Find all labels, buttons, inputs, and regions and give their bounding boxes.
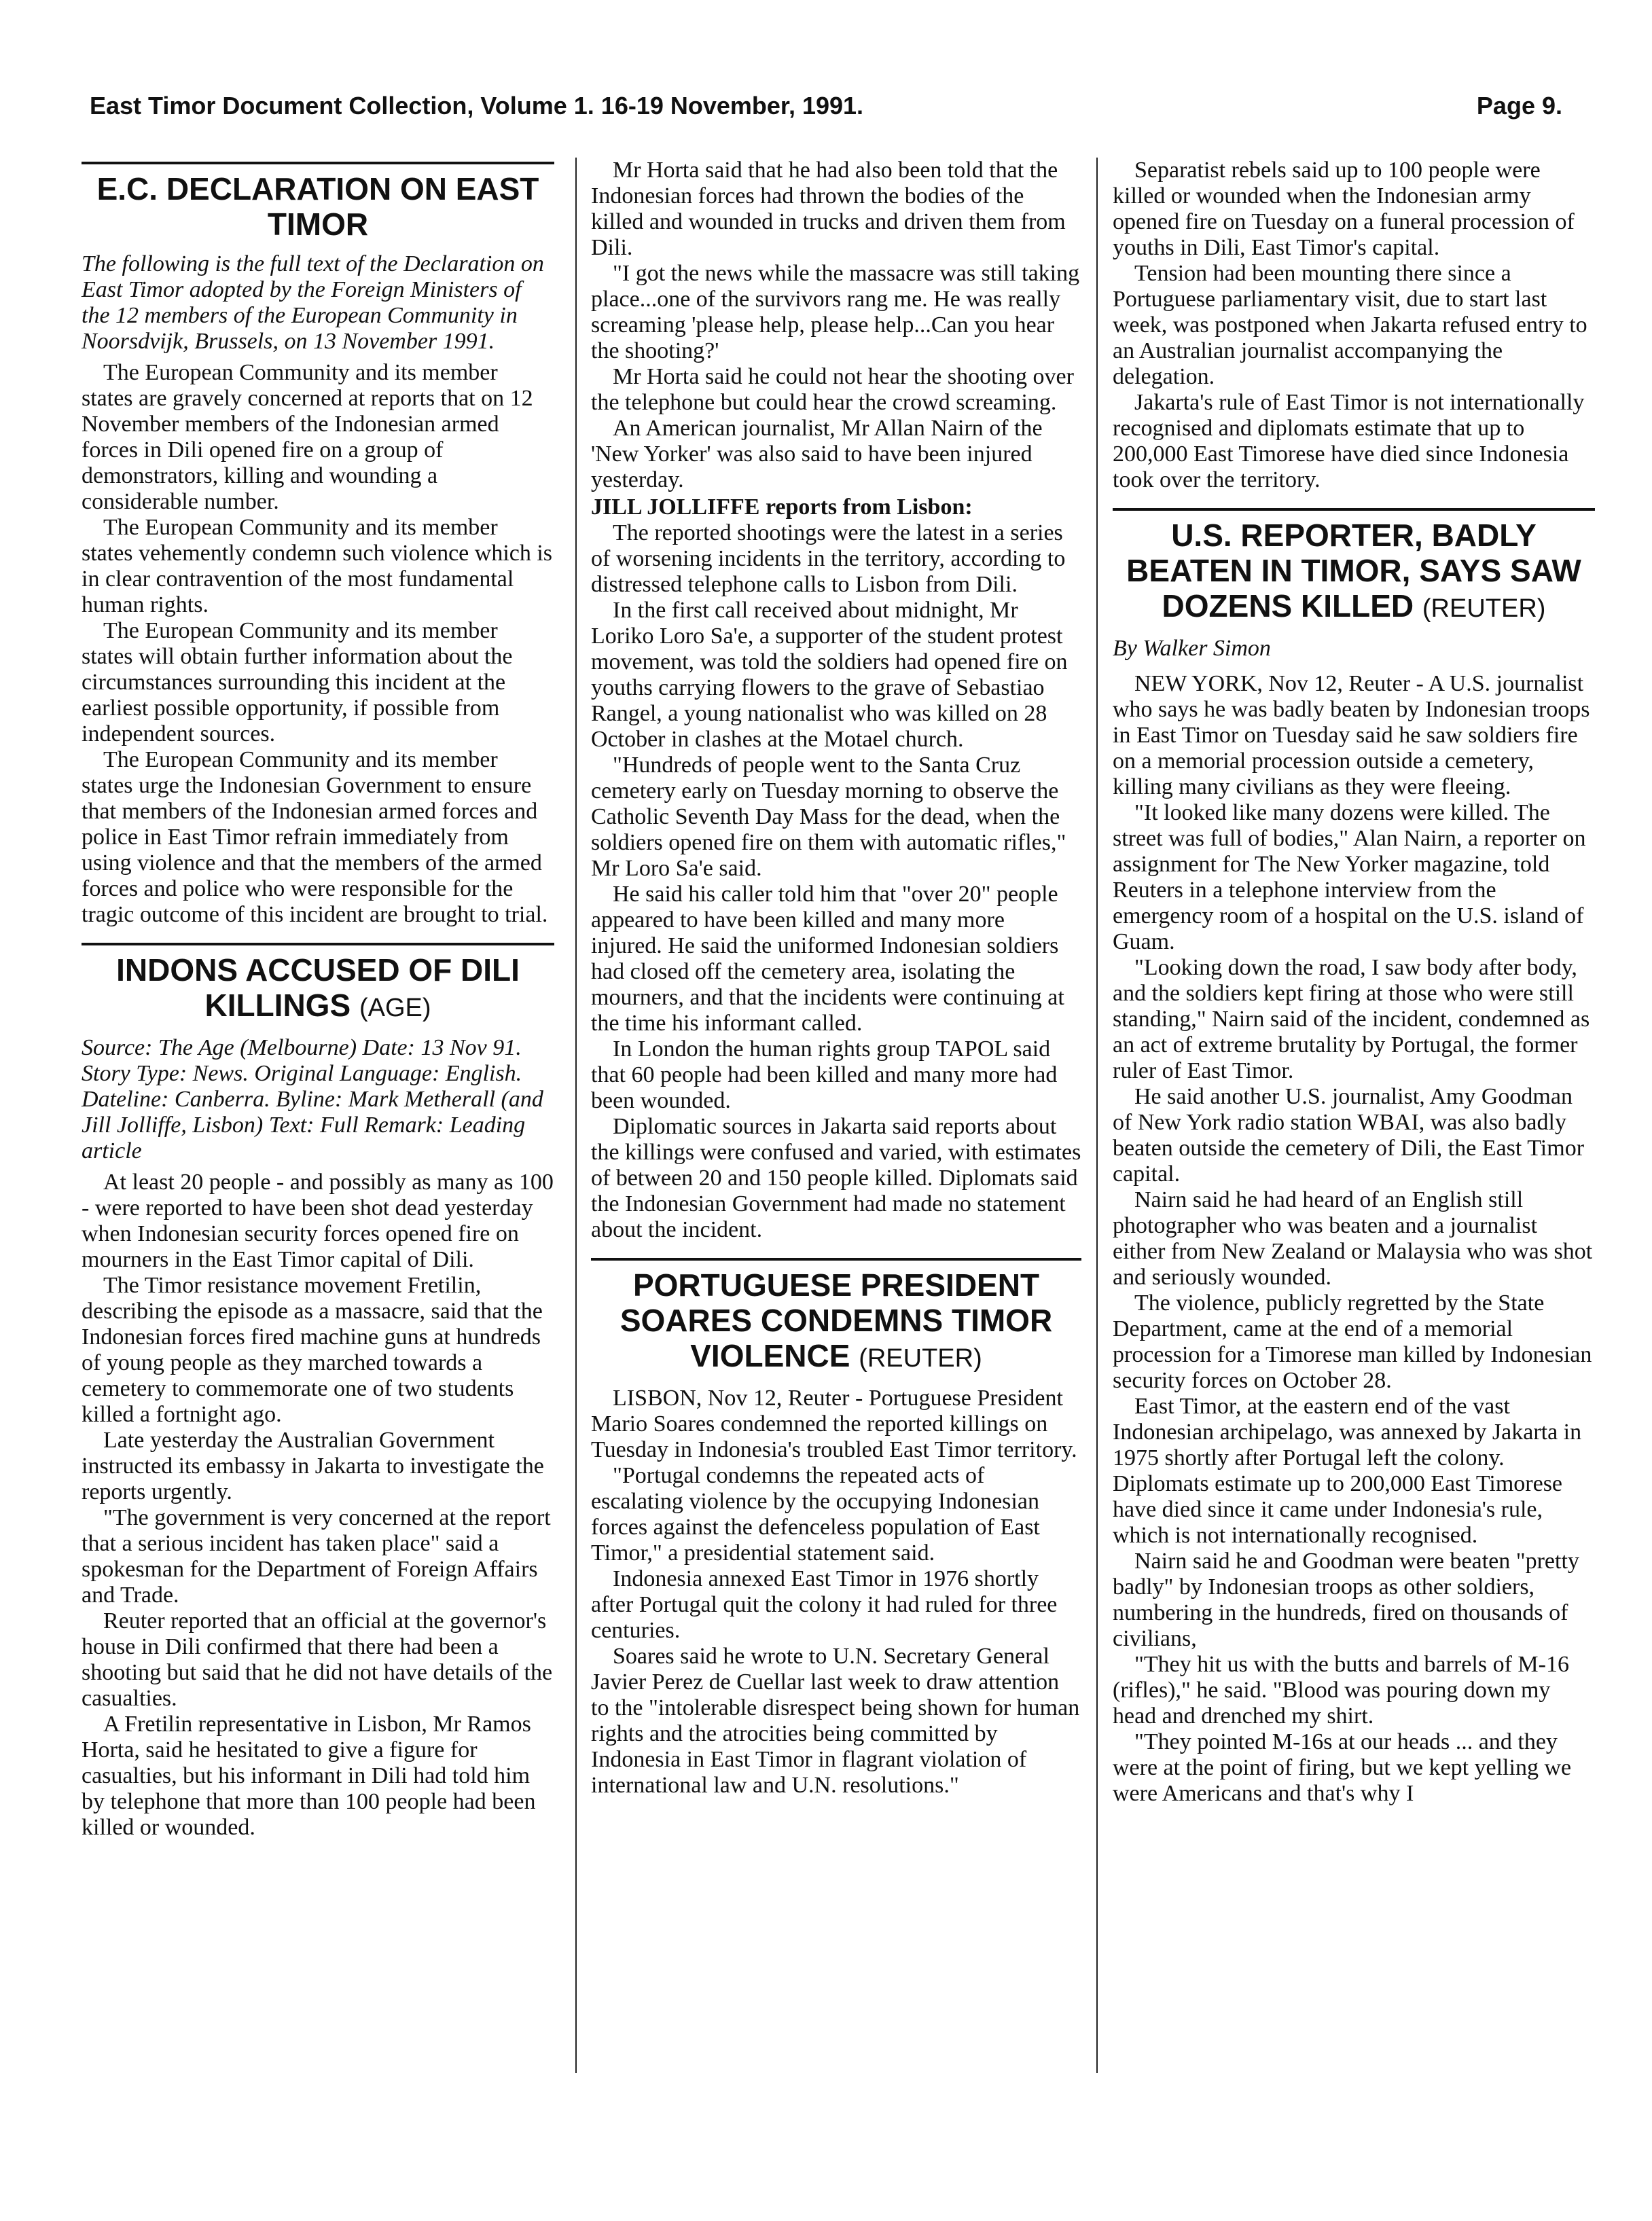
paragraph: "Portugal condemns the repeated acts of escalating violence by the occupying Indonesian forces against the defenceless population of East Timor," a presidential statement said.: [591, 1463, 1040, 1566]
column-2: [591, 158, 1081, 1799]
ec-declaration-body: [82, 360, 554, 928]
paragraph: In the first call received about midnight, Mr Loriko Loro Sa'e, a supporter of the student protest movement, was told the soldiers had opened fire on youths carrying flowers to the grave of Sebastiao Rangel, a young nationalist who was killed on 28 October in clashes at the Motael church.: [591, 598, 1068, 752]
paragraph: LISBON, Nov 12, Reuter - Portuguese President Mario Soares condemned the reported killings on Tuesday in Indonesia's troubled East Timor territory.: [591, 1386, 1077, 1462]
paragraph: The European Community and its member states will obtain further information about the circumstances surrounding this incident at the earliest possible opportunity, if possible from independent sources.: [82, 618, 513, 746]
paragraph: Late yesterday the Australian Government instructed its embassy in Jakarta to investigate the reports urgently.: [82, 1428, 544, 1504]
paragraph: "They pointed M-16s at our heads ... and they were at the point of firing, but we kept yelling we were Americans and that's why I: [1113, 1729, 1572, 1806]
page-number: Page 9.: [1476, 92, 1562, 120]
paragraph: The violence, publicly regretted by the State Department, came at the end of a memorial procession for a Timorese man killed by Indonesian security forces on October 28.: [1113, 1290, 1592, 1393]
paragraph: The European Community and its member states are gravely concerned at reports that on 12 November members of the Indonesian armed forces in Dili opened fire on a group of demonstrators, killing and wounding a considerable number.: [82, 360, 533, 514]
paragraph: Indonesia annexed East Timor in 1976 shortly after Portugal quit the colony it had ruled for three centuries.: [591, 1566, 1058, 1643]
paragraph: Reuter reported that an official at the governor's house in Dili confirmed that there had been a shooting but said that he did not have details of the casualties.: [82, 1608, 553, 1711]
collection-title: East Timor Document Collection, Volume 1. 16-19 November, 1991.: [90, 92, 864, 120]
section-rule: [82, 162, 554, 164]
paragraph: He said his caller told him that "over 20" people appeared to have been killed and many more injured. He said the uniformed Indonesian soldiers had closed off the cemetery area, isolating the mourners, and that the incidents were continuing at the time his informant called.: [591, 882, 1064, 1036]
soares-body-continued: [1113, 158, 1595, 493]
paragraph: The European Community and its member states vehemently condemn such violence which is in clear contravention of the most fundamental human rights.: [82, 515, 553, 617]
section-rule: [1113, 508, 1595, 511]
paragraph: A Fretilin representative in Lisbon, Mr Ramos Horta, said he hesitated to give a figure for casualties, but his informant in Dili had told him by telephone that more than 100 people had been killed or wounded.: [82, 1712, 536, 1840]
paragraph: "Hundreds of people went to the Santa Cruz cemetery early on Tuesday morning to observe the Catholic Seventh Day Mass for the dead, when the soldiers opened fire on them with automatic rifles," Mr Loro Sa'e said.: [591, 753, 1066, 881]
byline: By Walker Simon: [1113, 636, 1271, 661]
source-tag: (AGE): [359, 994, 431, 1022]
paragraph: Nairn said he and Goodman were beaten "pretty badly" by Indonesian troops as other soldiers, numbering in the hundreds, fired on thousands of civilians,: [1113, 1549, 1579, 1651]
soares-headline: PORTUGUESE PRESIDENT SOARES CONDEMNS TIMOR VIOLENCE (REUTER): [620, 1267, 1053, 1373]
paragraph: An American journalist, Mr Allan Nairn of the 'New Yorker' was also said to have been injured yesterday.: [591, 416, 1043, 492]
soares-body: [591, 1386, 1081, 1799]
paragraph: Mr Horta said he could not hear the shooting over the telephone but could hear the crowd screaming.: [591, 364, 1074, 415]
indons-accused-body-continued: [591, 158, 1081, 1243]
ec-declaration-headline: E.C. DECLARATION ON EAST TIMOR: [96, 171, 539, 242]
paragraph: NEW YORK, Nov 12, Reuter - A U.S. journalist who says he was badly beaten by Indonesian troops in East Timor on Tuesday said he saw soldiers fire on a memorial procession outside a cemetery, killing many civilians as they were fleeing.: [1113, 671, 1590, 799]
running-header: [90, 92, 1562, 126]
paragraph: "I got the news while the massacre was still taking place...one of the survivors rang me. He was really screaming 'please help, please help...Can you hear the shooting?': [591, 261, 1080, 363]
paragraph: "It looked like many dozens were killed. The street was full of bodies," Alan Nairn, a reporter on assignment for The New Yorker magazine, told Reuters in a telephone interview from the emergency room of a hospital on the U.S. island of Guam.: [1113, 800, 1586, 954]
paragraph: Tension had been mounting there since a Portuguese parliamentary visit, due to start last week, was postponed when Jakarta refused entry to an Australian journalist accompanying the delegation.: [1113, 261, 1587, 389]
paragraph: Nairn said he had heard of an English still photographer who was beaten and a journalist either from New Zealand or Malaysia who was shot and seriously wounded.: [1113, 1187, 1593, 1290]
paragraph: He said another U.S. journalist, Amy Goodman of New York radio station WBAI, was also badly beaten outside the cemetery of Dili, the East Timor capital.: [1113, 1084, 1585, 1187]
paragraph: "They hit us with the butts and barrels of M-16 (rifles)," he said. "Blood was pouring down my head and drenched my shirt.: [1113, 1652, 1569, 1729]
paragraph: Mr Horta said that he had also been told that the Indonesian forces had thrown the bodies of the killed and wounded in trucks and driven them from Dili.: [591, 158, 1066, 260]
paragraph: "Looking down the road, I saw body after body, and the soldiers kept firing at those who were still standing," Nairn said of the incident, condemned as an act of extreme brutality by Portugal, the former ruler of East Timor.: [1113, 955, 1590, 1083]
paragraph: Diplomatic sources in Jakarta said reports about the killings were confused and varied, with estimates of between 20 and 150 people killed. Diplomats said the Indonesian Government had made no statement about the incident.: [591, 1114, 1081, 1242]
source-tag: (REUTER): [1422, 594, 1546, 623]
indons-accused-headline: INDONS ACCUSED OF DILI KILLINGS (AGE): [116, 952, 520, 1023]
paragraph: The Timor resistance movement Fretilin, describing the episode as a massacre, said that the Indonesian forces fired machine guns at hundreds of young people as they marched towards a cemetery to commemorate one of two students killed a fortnight ago.: [82, 1273, 543, 1427]
paragraph: Separatist rebels said up to 100 people were killed or wounded when the Indonesian army opened fire on Tuesday on a funeral procession of youths in Dili, East Timor's capital.: [1113, 158, 1575, 260]
paragraph: The reported shootings were the latest in a series of worsening incidents in the territory, according to distressed telephone calls to Lisbon from Dili.: [591, 520, 1066, 597]
jolliffe-subhead: JILL JOLLIFFE reports from Lisbon:: [591, 494, 973, 520]
source-tag: (REUTER): [859, 1344, 982, 1373]
column-3: [1113, 158, 1595, 1807]
paragraph: At least 20 people - and possibly as many as 100 - were reported to have been shot dead yesterday when Indonesian security forces opened fire on mourners in the East Timor capital of Dili.: [82, 1170, 554, 1272]
section-rule: [82, 943, 554, 945]
paragraph: The European Community and its member states urge the Indonesian Government to ensure that members of the Indonesian armed forces and police in East Timor refrain immediately from using violence and that the members of the armed forces and police who were responsible for the tragic outcome of this incident are brought to trial.: [82, 747, 548, 927]
indons-accused-body: [82, 1170, 554, 1841]
column-1: [82, 162, 554, 1841]
paragraph: Soares said he wrote to U.N. Secretary General Javier Perez de Cuellar last week to draw attention to the "intolerable disrespect being shown for human rights and the atrocities being committed by Indonesia in East Timor in flagrant violation of international law and U.N. resolutions.": [591, 1644, 1080, 1798]
ec-declaration-intro: The following is the full text of the Declaration on East Timor adopted by the Foreign Ministers of the 12 members of the European Community in Noorsdvijk, Brussels, on 13 November 1991.: [82, 251, 544, 354]
column-divider-right: [1096, 158, 1098, 2073]
paragraph: East Timor, at the eastern end of the vast Indonesian archipelago, was annexed by Jakarta in 1975 shortly after Portugal left the colony. Diplomats estimate up to 200,000 East Timorese have died since it came under Indonesia's rule, which is not internationally recognised.: [1113, 1394, 1582, 1548]
us-reporter-body: [1113, 671, 1595, 1807]
indons-accused-metadata: Source: The Age (Melbourne) Date: 13 Nov 91. Story Type: News. Original Language: English. Dateline: Canberra. Byline: Mark Metherall (and Jill Jolliffe, Lisbon) Text: Full Remark: Leading article: [82, 1035, 543, 1163]
paragraph: In London the human rights group TAPOL said that 60 people had been killed and many more had been wounded.: [591, 1036, 1058, 1113]
section-rule: [591, 1258, 1081, 1261]
paragraph: "The government is very concerned at the report that a serious incident has taken place" said a spokesman for the Department of Foreign Affairs and Trade.: [82, 1505, 551, 1608]
paragraph: Jakarta's rule of East Timor is not internationally recognised and diplomats estimate that up to 200,000 East Timorese have died since Indonesia took over the territory.: [1113, 390, 1585, 492]
us-reporter-headline: U.S. REPORTER, BADLY BEATEN IN TIMOR, SAYS SAW DOZENS KILLED (REUTER): [1126, 518, 1581, 624]
column-divider-left: [575, 158, 577, 2073]
